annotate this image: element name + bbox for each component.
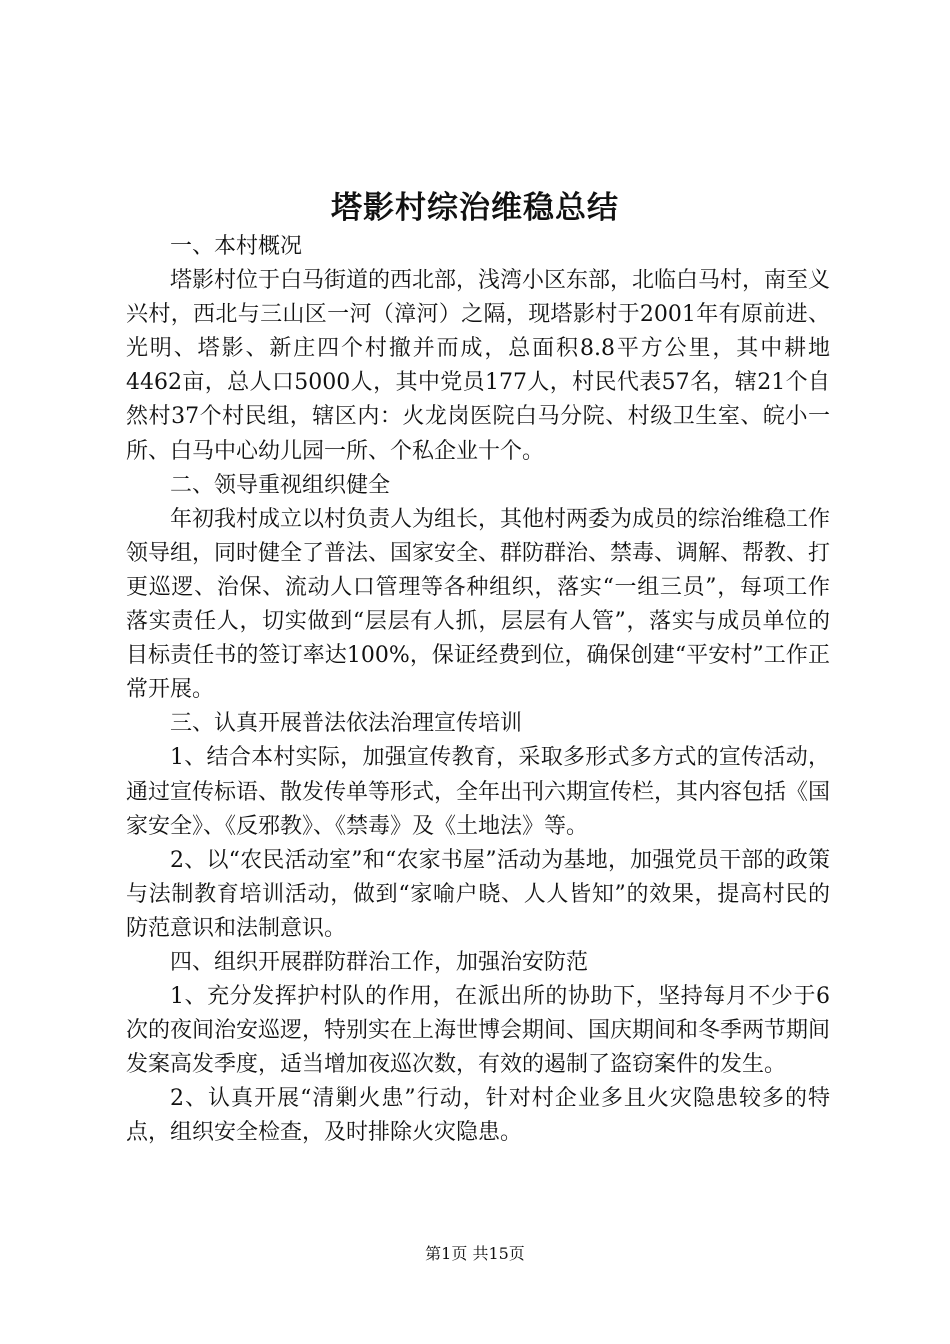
document-title: 塔影村综治维稳总结 bbox=[331, 190, 619, 226]
section-heading-leadership: 二、领导重视组织健全 bbox=[170, 472, 391, 498]
section-heading-legal-education: 三、认真开展普法依法治理宣传培训 bbox=[170, 711, 523, 737]
paragraph-public-security-2: 2、认真开展“清剿火患”行动，针对村企业多且火灾隐患较多的特点，组织安全检查，及时排除火灾隐患。 bbox=[126, 1086, 830, 1146]
paragraph-overview: 塔影村位于白马街道的西北部，浅湾小区东部，北临白马村，南至义兴村，西北与三山区一河（漳河）之隔，现塔影村于2001年有原前进、光明、塔影、新庄四个村撤并而成，总面积8.8平方公里，其中耕地4462亩，总人口5000人，其中党员177人，村民代表57名，辖21个自然村37个村民组，辖区内：火龙岗医院白马分院、村级卫生室、皖小一所、白马中心幼儿园一所、个私企业十个。 bbox=[126, 268, 831, 464]
paragraph-legal-education-1: 1、结合本村实际，加强宣传教育，采取多形式多方式的宣传活动，通过宣传标语、散发传单等形式，全年出刊六期宣传栏，其内容包括《国家安全》、《反邪教》、《禁毒》及《土地法》等。 bbox=[126, 745, 831, 839]
page-number-footer: 第1页 共15页 bbox=[425, 1244, 525, 1263]
paragraph-leadership: 年初我村成立以村负责人为组长，其他村两委为成员的综治维稳工作领导组，同时健全了普法、国家安全、群防群治、禁毒、调解、帮教、打更巡逻、治保、流动人口管理等各种组织，落实“一组三员”，每项工作落实责任人，切实做到“层层有人抓，层层有人管”，落实与成员单位的目标责任书的签订率达100%，保证经费到位，确保创建“平安村”工作正常开展。 bbox=[126, 506, 831, 703]
document-body bbox=[126, 230, 830, 1151]
paragraph-legal-education-2: 2、以“农民活动室”和“农家书屋”活动为基地，加强党员干部的政策与法制教育培训活动，做到“家喻户晓、人人皆知”的效果，提高村民的防范意识和法制意识。 bbox=[126, 847, 830, 941]
paragraph-public-security-1: 1、充分发挥护村队的作用，在派出所的协助下，坚持每月不少于6次的夜间治安巡逻，特别实在上海世博会期间、国庆期间和冬季两节期间发案高发季度，适当增加夜巡次数，有效的遏制了盗窃案件的发生。 bbox=[126, 984, 831, 1078]
section-heading-public-security: 四、组织开展群防群治工作，加强治安防范 bbox=[170, 949, 589, 975]
section-heading-overview: 一、本村概况 bbox=[170, 234, 303, 259]
